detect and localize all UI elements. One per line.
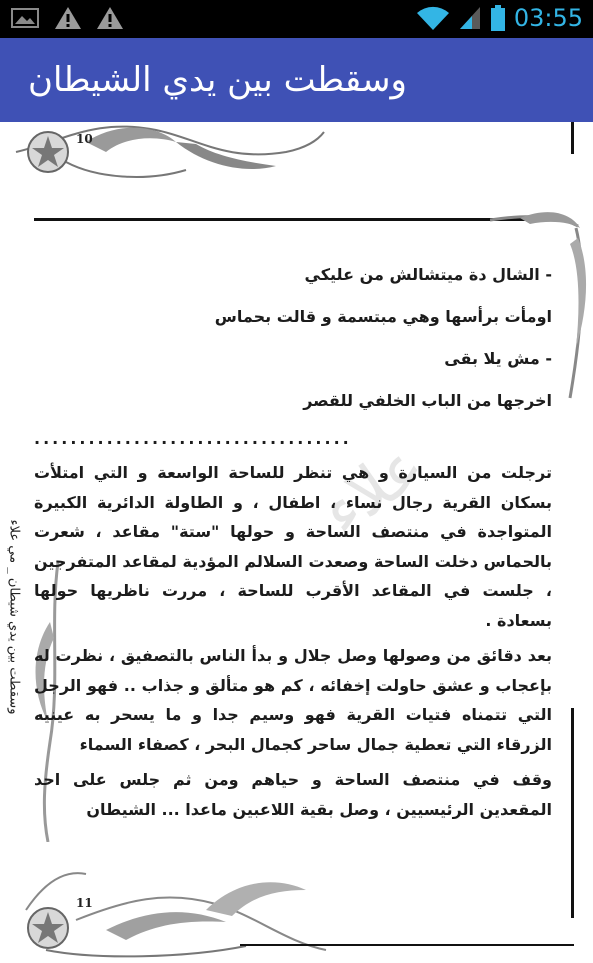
paragraph: بعد دقائق من وصولها وصل جلال و بدأ الناس بالتصفيق ، نظرت له بإعجاب و عشق حاولت إخفائه ، كم هو متألق و جذاب .. فهو الرجل التي تتمناه فتيات القرية فهو وسيم جدا و ما يسحر به عينيه الزرقاء التي تعطية جمال ساحر كجمال البحر ، كصفاء السماء [34, 646, 552, 754]
battery-icon [490, 4, 506, 32]
right-border-bottom [571, 708, 574, 918]
bottom-page-number: 11 [76, 896, 93, 910]
dialog-line: اومأت برأسها وهي مبتسمة و قالت بحماس [214, 307, 552, 326]
bottom-border [240, 944, 574, 946]
status-bar [0, 0, 593, 38]
dialog-line: - الشال دة ميتشالش من عليكي [304, 265, 552, 284]
separator: ................................... [34, 429, 352, 448]
side-title: وسقطت بين يدي شيطان _ مي علاء [6, 519, 22, 715]
dialog-line: - مش يلا بقى [444, 349, 552, 368]
app-title: وسقطت بين يدي الشيطان [28, 60, 407, 100]
right-border-top [571, 122, 574, 154]
signal-icon [458, 5, 482, 31]
chapter-text [34, 254, 552, 830]
book-page[interactable] [0, 122, 593, 963]
watermark: علاء [308, 428, 439, 550]
clock: 03:55 [513, 4, 583, 32]
app-bar [0, 38, 593, 122]
top-page-number: 10 [76, 132, 93, 146]
warning-icon [96, 6, 124, 30]
dialog-line: اخرجها من الباب الخلفي للقصر [303, 391, 552, 410]
wifi-icon [416, 5, 450, 31]
warning-icon [54, 6, 82, 30]
paragraph: ترجلت من السيارة و هي تنظر للساحة الواسعة و التي امتلأت بسكان القرية رجال نساء ، اطفال ، و الطاولة الدائرية الكبيرة المتواجدة في منتصف الساحة و حولها "ستة" مقاعد ، شعرت بالحماس دخلت الساحة وصعدت السلالم المؤدية لمقاعد المتفرجين ، جلست في المقاعد الأقرب للساحة ، مررت ناظريها حولها بسعادة . [34, 463, 552, 630]
paragraph: وقف في منتصف الساحة و حياهم ومن ثم جلس على احد المقعدين الرئيسيين ، وصل بقية اللاعبين ماعدا ... الشيطان [34, 770, 552, 819]
image-icon [10, 6, 40, 30]
top-left-ornament-icon [6, 122, 326, 186]
top-border [34, 218, 534, 221]
